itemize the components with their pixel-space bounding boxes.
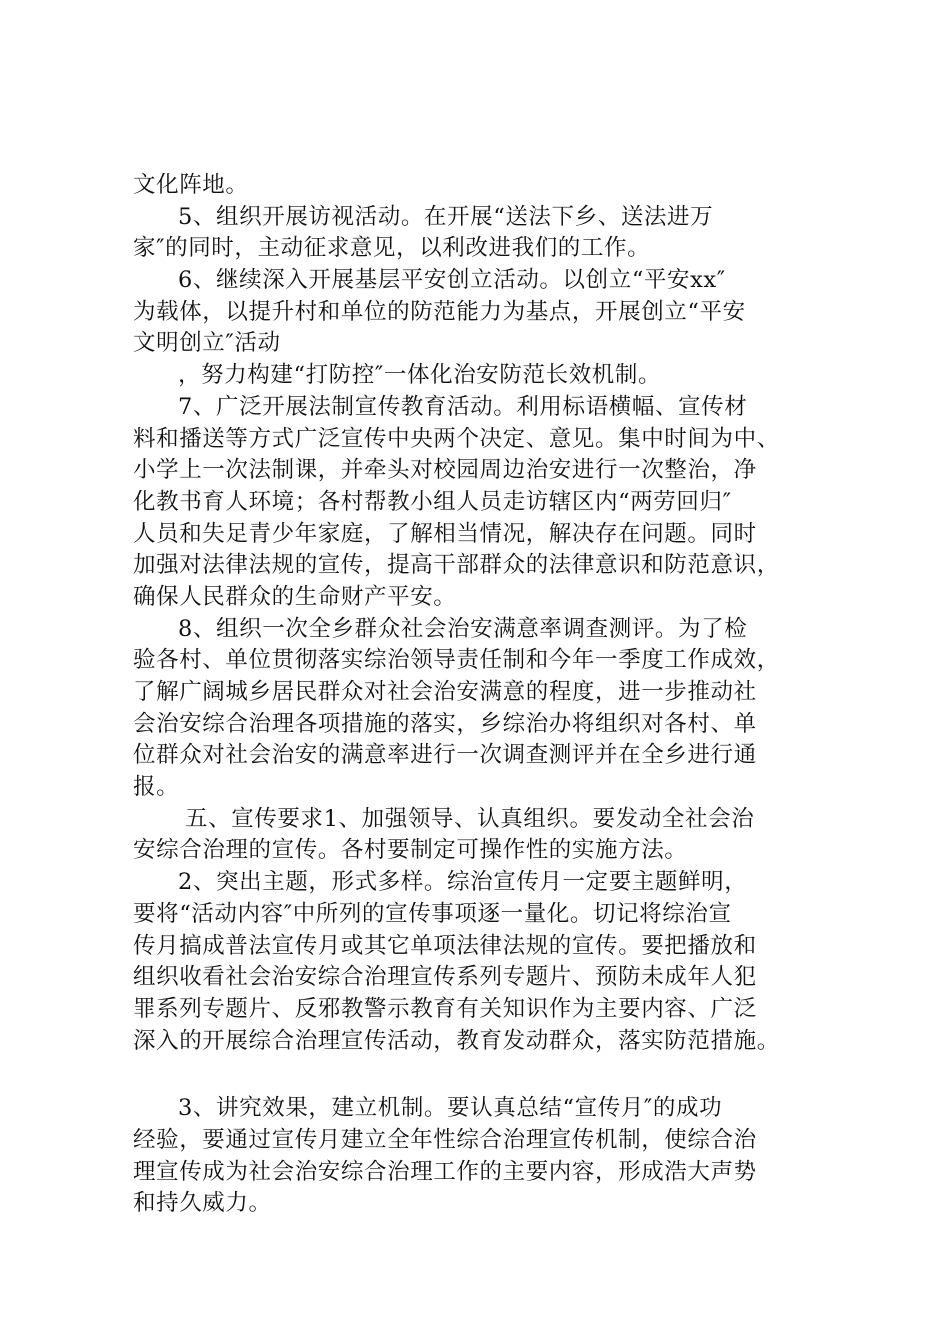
text-line: 和持久威力。 xyxy=(133,1190,272,1217)
text-line: 文明创立″活动 xyxy=(133,330,281,357)
text-line: 6、继续深入开展基层平安创立活动。以创立“平安xx″ xyxy=(178,267,726,294)
text-line: 5、组织开展访视活动。在开展“送法下乡、送法进万 xyxy=(178,203,714,230)
text-line: 了解广阔城乡居民群众对社会治安满意的程度，进一步推动社 xyxy=(133,679,757,705)
text-line: 小学上一次法制课，并牵头对校园周边治安进行一次整治，净 xyxy=(133,457,757,484)
text-line: 安综合治理的宣传。各村要制定可操作性的实施方法。 xyxy=(133,837,688,864)
text-line: 文化阵地。 xyxy=(133,172,249,198)
text-line: 要将“活动内容″中所列的宣传事项逐一量化。切记将综治宣 xyxy=(133,900,732,927)
text-line: 位群众对社会治安的满意率进行一次调查测评并在全乡进行通 xyxy=(133,742,757,769)
text-line: 传月搞成普法宣传月或其它单项法律法规的宣传。要把播放和 xyxy=(133,932,757,959)
text-line: 确保人民群众的生命财产平安。 xyxy=(133,583,457,610)
text-line: ，努力构建“打防控″一体化治安防范长效机制。 xyxy=(178,362,662,389)
text-line: 化教书育人环境；各村帮教小组人员走访辖区内“两劳回归″ xyxy=(133,488,732,515)
text-line: 罪系列专题片、反邪教警示教育有关知识作为主要内容、广泛 xyxy=(133,995,757,1022)
text-line: 验各村、单位贯彻落实综治领导责任制和今年一季度工作成效， xyxy=(133,647,780,674)
text-line: 经验，要通过宣传月建立全年性综合治理宣传机制，使综合治 xyxy=(133,1126,757,1153)
text-line: 报。 xyxy=(133,774,180,801)
text-line: 家″的同时，主动征求意见，以利改进我们的工作。 xyxy=(133,235,651,262)
text-line: 8、组织一次全乡群众社会治安满意率调查测评。为了检 xyxy=(178,615,748,642)
text-line: 3、讲究效果，建立机制。要认真总结“宣传月″的成功 xyxy=(178,1095,723,1122)
text-line: 会治安综合治理各项措施的落实，乡综治办将组织对各村、单 xyxy=(133,710,757,737)
text-line: 人员和失足青少年家庭，了解相当情况，解决存在问题。同时 xyxy=(133,520,757,547)
text-line: 理宣传成为社会治安综合治理工作的主要内容，形成浩大声势 xyxy=(133,1158,757,1185)
text-line: 为载体，以提升村和单位的防范能力为基点，开展创立“平安 xyxy=(133,298,746,325)
document-body xyxy=(133,170,843,1220)
text-line: 7、广泛开展法制宣传教育活动。利用标语横幅、宣传材 xyxy=(178,393,748,420)
text-line: 料和播送等方式广泛宣传中央两个决定、意见。集中时间为中、 xyxy=(133,425,780,452)
paragraph-gap xyxy=(133,1057,843,1093)
text-line: 2、突出主题，形式多样。综治宣传月一定要主题鲜明， xyxy=(178,869,748,896)
text-line: 五、宣传要求1、加强领导、认真组织。要发动全社会治 xyxy=(185,805,755,832)
text-line: 组织收看社会治安综合治理宣传系列专题片、预防未成年人犯 xyxy=(133,964,757,991)
text-line: 加强对法律法规的宣传，提高干部群众的法律意识和防范意识， xyxy=(133,552,780,579)
text-line: 深入的开展综合治理宣传活动，教育发动群众，落实防范措施。 xyxy=(133,1027,780,1054)
